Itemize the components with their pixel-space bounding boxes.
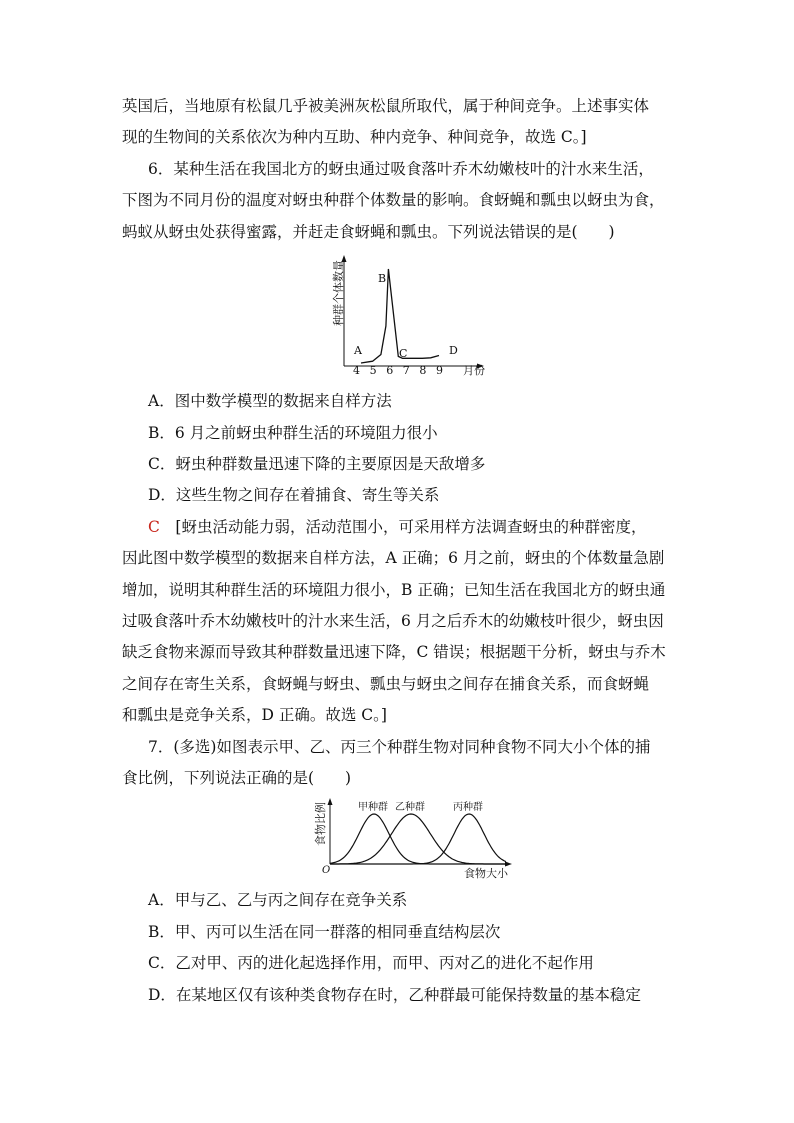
q7-x-label: 食物大小 <box>464 867 508 880</box>
q7-option-d: D．在某地区仅有该种类食物存在时，乙种群最可能保持数量的基本稳定 <box>148 986 641 1004</box>
q6-x-tick-8: 8 <box>419 364 427 377</box>
q6-option-a: A．图中数学模型的数据来自样方法 <box>148 392 392 410</box>
q6-answer-letter: C <box>148 518 160 536</box>
q6-point-d: D <box>449 344 458 357</box>
q7-stem-line-1: 7．(多选)如图表示甲、乙、丙三个种群生物对同种食物不同大小个体的捕 <box>148 738 651 756</box>
q6-option-d: D．这些生物之间存在着捕食、寄生等关系 <box>148 486 440 504</box>
prev-tail-line-1: 英国后，当地原有松鼠几乎被美洲灰松鼠所取代，属于种间竞争。上述事实体 <box>122 97 650 115</box>
q6-option-c: C．蚜虫种群数量迅速下降的主要原因是天敌增多 <box>148 455 486 473</box>
q6-explanation-1: [蚜虫活动能力弱，活动范围小，可采用样方法调查蚜虫的种群密度， <box>175 518 647 536</box>
q6-stem-line-1: 6．某种生活在我国北方的蚜虫通过吸食落叶乔木幼嫩枝叶的汁水来生活， <box>148 160 654 178</box>
q6-x-tick-6: 6 <box>386 364 394 377</box>
q6-x-tick-9: 9 <box>436 364 443 377</box>
q7-stem-line-2: 食比例，下列说法正确的是( ) <box>122 769 352 787</box>
q6-population-chart <box>330 252 490 378</box>
q6-x-label: 月份 <box>463 364 485 377</box>
q7-x-axis-arrow <box>505 862 512 867</box>
q6-x-tick-5: 5 <box>369 364 377 377</box>
q6-x-tick-7: 7 <box>402 364 410 377</box>
q7-option-c: C．乙对甲、丙的进化起选择作用，而甲、丙对乙的进化不起作用 <box>148 954 594 972</box>
q6-stem-line-2: 下图为不同月份的温度对蚜虫种群个体数量的影响。食蚜蝇和瓢虫以蚜虫为食， <box>122 191 665 209</box>
q6-x-tick-4: 4 <box>353 364 360 377</box>
q6-point-a: A <box>354 344 362 357</box>
prev-tail-line-2: 现的生物间的关系依次为种内互助、种内竞争、种间竞争，故选 C。] <box>122 128 587 146</box>
q7-series-label-2: 乙种群 <box>395 802 425 813</box>
q6-point-b: B <box>378 272 387 285</box>
q7-series-label-1: 甲种群 <box>358 802 388 813</box>
q6-answer-line-1 <box>148 517 646 537</box>
q7-series-label-3: 丙种群 <box>453 802 483 813</box>
q6-explanation-3: 增加，说明其种群生活的环境阻力很小，B 正确；已知生活在我国北方的蚜虫通 <box>122 581 666 599</box>
q6-explanation-7: 和瓢虫是竞争关系，D 正确。故选 C。] <box>122 706 387 724</box>
q6-option-b: B．6 月之前蚜虫种群生活的环境阻力很小 <box>148 424 438 442</box>
q6-stem-line-3: 蚂蚁从蚜虫处获得蜜露，并赶走食蚜蝇和瓢虫。下列说法错误的是( ) <box>122 223 615 241</box>
q7-curve-1 <box>330 814 506 864</box>
q6-y-label: 种群个体数量 <box>332 260 345 326</box>
q7-predation-chart <box>310 794 520 884</box>
q6-explanation-4: 过吸食落叶乔木幼嫩枝叶的汁水来生活，6 月之后乔木的幼嫩枝叶很少，蚜虫因 <box>122 612 664 630</box>
q6-explanation-6: 之间存在寄生关系，食蚜蝇与蚜虫、瓢虫与蚜虫之间存在捕食关系，而食蚜蝇 <box>122 675 650 693</box>
q7-origin-label: O <box>322 865 331 876</box>
q7-option-a: A．甲与乙、乙与丙之间存在竞争关系 <box>148 891 408 909</box>
q6-point-c: C <box>399 347 408 360</box>
q6-explanation-2: 因此图中数学模型的数据来自样方法，A 正确；6 月之前，蚜虫的个体数量急剧 <box>122 549 665 567</box>
q7-y-label: 食物比例 <box>314 802 327 846</box>
q7-option-b: B．甲、丙可以生活在同一群落的相同垂直结构层次 <box>148 923 501 941</box>
q7-y-axis-arrow <box>328 798 333 805</box>
q6-explanation-5: 缺乏食物来源而导致其种群数量迅速下降，C 错误；根据题干分析，蚜虫与乔木 <box>122 643 666 661</box>
